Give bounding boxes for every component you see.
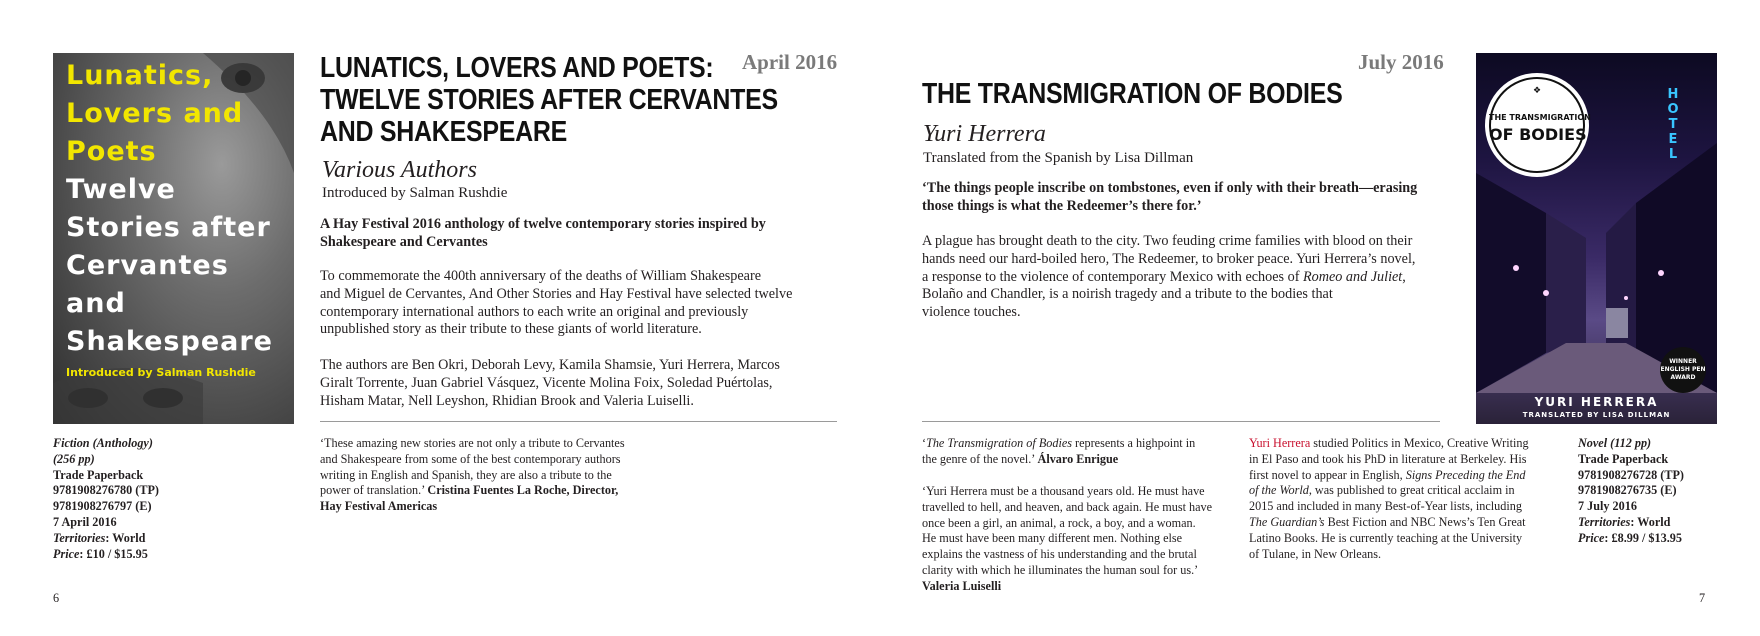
cover-title-small: THE TRANSMIGRATION xyxy=(1489,113,1591,122)
cover-title-big: OF BODIES xyxy=(1489,125,1587,144)
review-quote: ‘Yuri Herrera must be a thousand years old. He must have travelled to hell, and heaven, and back again. He must have once been a girl, an animal, a rock, a boy, and a woman. He must have been many different men. Nothing else explains the vastness of his understanding and the brutal clarity with which he illuminates the human soul for us.’ Valeria Luiselli xyxy=(922,484,1213,593)
book-author: Yuri Herrera xyxy=(923,121,1046,147)
book-epigraph: ‘The things people inscribe on tombstones, even if only with their breath—erasing those things is what the Redeemer’s there for.’ xyxy=(922,180,1418,214)
author-bio: Yuri Herrera studied Politics in Mexico, Creative Writing in El Paso and took his PhD in literature at Berkeley. His first novel to appear in English, Signs Preceding the End of the World, was published to great critical acclaim in 2015 and included in many Best-of-Year lists, including The Guardian’s Best Fiction and NBC News’s Ten Great Latino Books. He is currently teaching at the University of Tulane, in New Orleans. xyxy=(1249,436,1529,561)
award-badge: WINNER ENGLISH PEN AWARD xyxy=(1660,347,1706,393)
book-authors-paragraph: The authors are Ben Okri, Deborah Levy, Kamila Shamsie, Yuri Herrera, Marcos Giralt Torrente, Juan Gabriel Vásquez, Vicente Molina Foix, Soledad Puértolas, Hisham Matar, Nell Leyshon, Rhidian Brook and Valeria Luiselli. xyxy=(320,357,780,409)
book-cover-lunatics xyxy=(53,53,294,424)
book-cover-transmigration xyxy=(1476,53,1717,424)
cover-title-line: Lunatics, xyxy=(66,60,214,91)
cover-neon-sign: HOTEL xyxy=(1667,87,1679,162)
book-details: Fiction (Anthology) (256 pp) Trade Paperback 9781908276780 (TP) 9781908276797 (E) 7 April 2016 Territories: World Price: £10 / $15.95 xyxy=(53,436,159,561)
book-translator: Translated from the Spanish by Lisa Dillman xyxy=(923,150,1194,166)
publication-month: April 2016 xyxy=(742,50,838,74)
page-number: 6 xyxy=(53,591,60,605)
cover-author: YURI HERRERA xyxy=(1534,395,1659,409)
cover-title-line: Poets xyxy=(66,136,157,167)
quote-attribution: Cristina Fuentes La Roche, Director, xyxy=(427,483,619,498)
cover-subtitle-line: Stories after xyxy=(66,212,271,243)
cover-subtitle-line: Twelve xyxy=(66,174,176,205)
cover-subtitle-line: Shakespeare xyxy=(66,326,273,357)
cover-subtitle-line: Cervantes xyxy=(66,250,229,281)
quote-attribution: Álvaro Enrigue xyxy=(1037,451,1119,466)
author-bio-name: Yuri Herrera xyxy=(1249,436,1311,450)
publication-month: July 2016 xyxy=(1358,50,1444,74)
book-title-line: LUNATICS, LOVERS AND POETS: xyxy=(320,52,714,84)
section-divider xyxy=(320,421,837,422)
book-introduced-by: Introduced by Salman Rushdie xyxy=(322,185,508,201)
book-description-paragraph: To commemorate the 400th anniversary of the deaths of William Shakespeare and Miguel de Cervantes, And Other Stories and Hay Festival have selected twelve contemporary international authors to each write an original and previously unpublished story as their tribute to these giants of world literature. xyxy=(320,268,793,338)
quote-attribution: Valeria Luiselli xyxy=(922,578,1002,593)
cover-introduced: Introduced by Salman Rushdie xyxy=(66,366,256,379)
book-description-paragraph: A plague has brought death to the city. Two feuding crime families with blood on their hands need our hard-boiled hero, The Redeemer, to broker peace. Yuri Herrera’s novel, a response to the violence of contemporary Mexico with echoes of Romeo and Juliet, Bolaño and Chandler, is a noirish tragedy and a tribute to the bodies that violence touches. xyxy=(922,233,1416,321)
section-divider xyxy=(922,421,1440,422)
cover-title-line: Lovers and xyxy=(66,98,244,129)
book-title-line: AND SHAKESPEARE xyxy=(320,116,567,148)
svg-text:❖: ❖ xyxy=(1532,86,1542,96)
page-number: 7 xyxy=(1699,591,1706,605)
cover-translator: TRANSLATED BY LISA DILLMAN xyxy=(1522,411,1671,419)
quote-attribution: Hay Festival Americas xyxy=(320,499,438,514)
book-lead-summary: A Hay Festival 2016 anthology of twelve contemporary stories inspired by Shakespeare and Cervantes xyxy=(320,216,766,250)
book-details: Novel (112 pp) Trade Paperback 9781908276728 (TP) 9781908276735 (E) 7 July 2016 Territories: World Price: £8.99 / $13.95 xyxy=(1578,436,1684,545)
review-quote: ‘The Transmigration of Bodies represents a highpoint in the genre of the novel.’ Álvaro Enrigue xyxy=(922,436,1196,466)
book-title-line: TWELVE STORIES AFTER CERVANTES xyxy=(320,84,778,116)
book-author: Various Authors xyxy=(322,157,477,183)
book-title: THE TRANSMIGRATION OF BODIES xyxy=(922,78,1343,110)
cover-subtitle-line: and xyxy=(66,288,126,319)
review-quote: ‘These amazing new stories are not only a tribute to Cervantes and Shakespeare from some of the best contemporary authors writing in English and Spanish, they are also a tribute to the power of translation.’ Cristina Fuentes La Roche, Director, Hay Festival Americas xyxy=(320,436,625,514)
